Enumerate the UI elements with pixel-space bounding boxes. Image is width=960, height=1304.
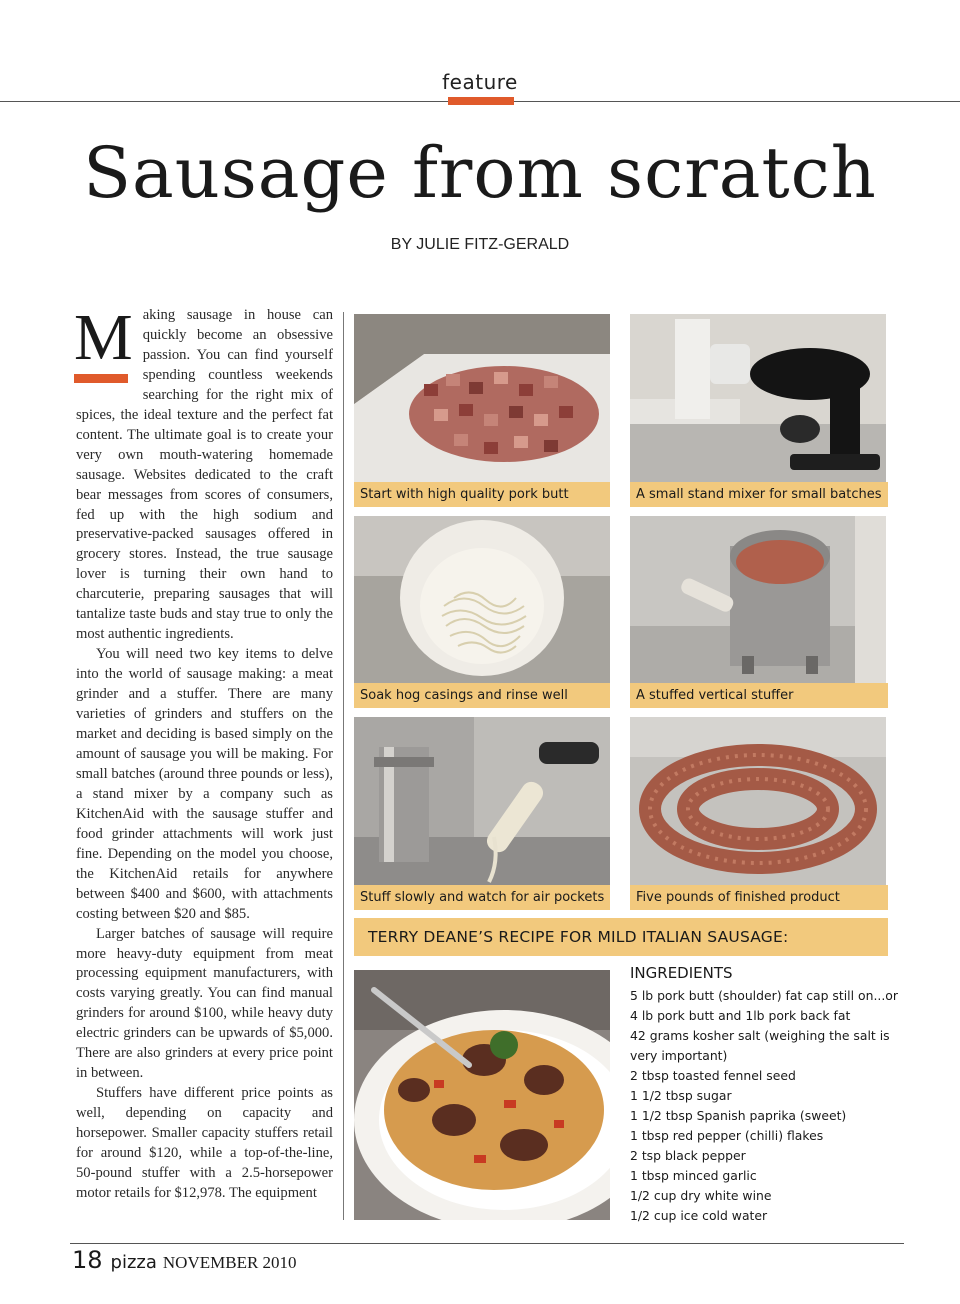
paragraph-4: Stuffers have different price points as well, depending on capacity and horsepower. Smaller capacity stuffers retail for around $120, while a top-of-the-line, 50-pound stuffer with a 2.5-horsepower motor retails for $12,978. The equipment [76, 1085, 333, 1201]
ingredient-item: 1 1/2 tbsp sugar [630, 1088, 732, 1103]
hog-casings-photo [354, 516, 610, 684]
ingredient-item: 1 tbsp minced garlic [630, 1168, 757, 1183]
caption-hog-casings: Soak hog casings and rinse well [354, 683, 610, 708]
article-title: Sausage from scratch [83, 132, 877, 214]
recipe-title: TERRY DEANE’S RECIPE FOR MILD ITALIAN SAUSAGE: [354, 918, 888, 956]
section-accent-bar [448, 97, 514, 105]
ingredient-item: 5 lb pork butt (shoulder) fat cap still on...or [630, 988, 898, 1003]
stand-mixer-photo [630, 314, 886, 482]
ingredients-list [630, 986, 905, 1226]
ingredient-item: 42 grams kosher salt (weighing the salt is [630, 1028, 890, 1043]
footer-rule [70, 1243, 904, 1244]
caption-stuffing: Stuff slowly and watch for air pockets [354, 885, 610, 910]
ingredient-item: 2 tsp black pepper [630, 1148, 746, 1163]
ingredient-item: very important) [630, 1048, 728, 1063]
article-body [74, 301, 333, 1204]
vertical-stuffer-photo [630, 516, 886, 684]
column-divider [343, 312, 344, 1220]
drop-cap: M [74, 310, 133, 388]
sausage-coil-photo [630, 717, 886, 885]
caption-pork-butt: Start with high quality pork butt [354, 482, 610, 507]
ingredient-item: 1/2 cup dry white wine [630, 1188, 772, 1203]
paragraph-1: aking sausage in house can quickly become an obsessive passion. You can find yourself spending countless weekends searching for the right mix of spices, the ideal texture and the perfect fat content. The ultimate goal is to create your very own mouth-watering homemade sausage. Websites dedicated to the craft bear messages from scores of consumers, fed up with the high sodium and preservative-packed sausages offered in grocery stores. Instead, the true sausage lover is turning their own hand to charcuterie, preparing sausages that will tantalize taste buds and stay true to only the most authentic ingredients. [76, 307, 333, 643]
magazine-name: pizza [110, 1252, 157, 1273]
ingredient-item: 4 lb pork butt and 1lb pork back fat [630, 1008, 851, 1023]
paragraph-3: Larger batches of sausage will require more heavy-duty equipment from meat processing equipment manufacturers, with costs varying greatly. You can find manual grinders for around $100, while heavy duty electric grinders can be upwards of $5,000. There are also grinders at every price point in between. [76, 925, 333, 1082]
issue-date: NOVEMBER 2010 [162, 1253, 297, 1272]
drop-cap-bar [74, 374, 128, 383]
ingredient-item: 1 tbsp red pepper (chilli) flakes [630, 1128, 824, 1143]
diced-pork-photo [354, 314, 610, 482]
byline: BY JULIE FITZ-GERALD [390, 236, 570, 253]
page-number: 18 [72, 1246, 103, 1274]
paragraph-2: You will need two key items to delve into the world of sausage making: a meat grinder and a stuffer. There are many varieties of grinders and stuffers on the market and deciding is based simply on the amount of sausage you will be making. For small batches (around three pounds or less), a stand mixer by a company such as KitchenAid with the sausage stuffer and food grinder attachments will work just fine. Depending on the model you choose, the KitchenAid retails for anywhere between $400 and $600, with attachments costing between $20 and $85. [76, 646, 333, 922]
stuffing-photo [354, 717, 610, 885]
ingredient-item: 1 1/2 tbsp Spanish paprika (sweet) [630, 1108, 847, 1123]
pasta-sausage-photo [354, 970, 610, 1220]
ingredient-item: 1/2 cup ice cold water [630, 1208, 768, 1223]
caption-vertical-stuffer: A stuffed vertical stuffer [630, 683, 888, 708]
caption-finished-product: Five pounds of finished product [630, 885, 888, 910]
ingredients-heading: INGREDIENTS [630, 964, 733, 982]
ingredient-item: 2 tbsp toasted fennel seed [630, 1068, 796, 1083]
section-label: feature [442, 70, 518, 94]
caption-stand-mixer: A small stand mixer for small batches [630, 482, 888, 507]
page-footer [72, 1246, 297, 1274]
